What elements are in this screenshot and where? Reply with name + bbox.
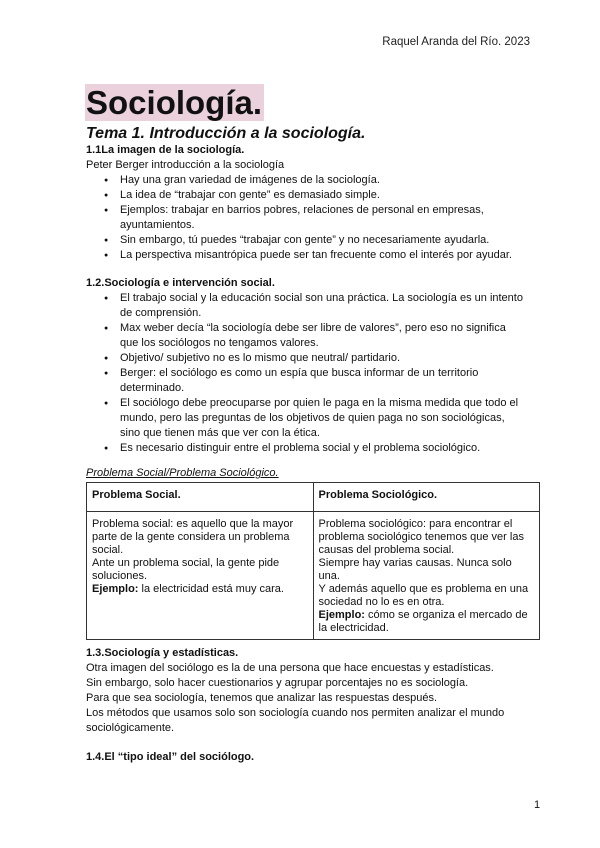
cell-line: Problema sociológico: para encontrar el problema sociológico tenemos que ver las causas del problema social. <box>318 518 524 556</box>
paragraph-line: Los métodos que usamos solo son sociología cuando nos permiten analizar el mundo sociológicamente. <box>86 707 505 734</box>
example-text: la electricidad está muy cara. <box>138 583 284 595</box>
cell-line: Problema social: es aquello que la mayor parte de la gente considera un problema social. <box>92 518 294 556</box>
paragraph-line: Sin embargo, solo hacer cuestionarios y agrupar porcentajes no es sociología. <box>86 677 469 689</box>
cell-line: Siempre hay varias causas. Nunca solo una. <box>318 557 512 582</box>
page-number: 1 <box>534 799 541 811</box>
table-caption: Problema Social/Problema Sociológico. <box>86 467 279 479</box>
table-cell-sociological <box>313 512 540 640</box>
section-heading: 1.4.El “tipo ideal” del sociólogo. <box>86 751 255 763</box>
list-item: ● Es necesario distinguir entre el problema social y el problema sociológico. <box>86 441 526 456</box>
section-1-4 <box>86 750 526 765</box>
bullet-list <box>86 291 526 456</box>
paragraph-line: Otra imagen del sociólogo es la de una persona que hace encuestas y estadísticas. <box>86 662 494 674</box>
cell-line: Ante un problema social, la gente pide soluciones. <box>92 557 280 582</box>
section-1-3 <box>86 646 536 736</box>
header-author-year: Raquel Aranda del Río. 2023 <box>382 36 530 48</box>
document-title: Sociología. <box>86 84 263 121</box>
table-cell-social <box>87 512 314 640</box>
example-text: cómo se organiza el mercado de la electricidad. <box>318 609 528 634</box>
section-heading: 1.2.Sociología e intervención social. <box>86 277 275 289</box>
table-row <box>87 512 540 640</box>
table-header-cell: Problema Social. <box>87 483 314 512</box>
document-subtitle: Tema 1. Introducción a la sociología. <box>86 125 366 142</box>
list-item: ● Ejemplos: trabajar en barrios pobres, relaciones de personal en empresas, ayuntamientos. <box>86 203 526 233</box>
bullet-list <box>86 173 526 263</box>
section-1-1 <box>86 143 526 263</box>
section-heading: 1.3.Sociología y estadísticas. <box>86 647 239 659</box>
cell-example <box>319 609 535 635</box>
table-header-cell: Problema Sociológico. <box>313 483 540 512</box>
comparison-table <box>86 482 540 640</box>
list-item: ● La idea de “trabajar con gente” es demasiado simple. <box>86 188 526 203</box>
list-item: ● Berger: el sociólogo es como un espía que busca informar de un territorio determinado. <box>86 366 526 396</box>
list-item: ● Max weber decía “la sociología debe ser libre de valores”, pero eso no significa que los sociólogos no tengamos valores. <box>86 321 526 351</box>
list-item: ● El trabajo social y la educación social son una práctica. La sociología es un intento de comprensión. <box>86 291 526 321</box>
table-header-row <box>87 483 540 512</box>
list-item: ● Sin embargo, tú puedes “trabajar con gente” y no necesariamente ayudarla. <box>86 233 526 248</box>
section-1-2 <box>86 276 526 456</box>
list-item: ● El sociólogo debe preocuparse por quien le paga en la misma medida que todo el mundo, pero las preguntas de los objetivos de quien paga no son sociológicas, sino que tienen más que ver con la ética. <box>86 396 526 441</box>
section-intro: Peter Berger introducción a la sociología <box>86 159 285 171</box>
example-label: Ejemplo: <box>92 583 139 595</box>
cell-example <box>92 583 308 596</box>
cell-line: Y además aquello que es problema en una sociedad no lo es en otra. <box>318 583 529 608</box>
list-item: ● Hay una gran variedad de imágenes de la sociología. <box>86 173 526 188</box>
list-item: ● Objetivo/ subjetivo no es lo mismo que neutral/ partidario. <box>86 351 526 366</box>
example-label: Ejemplo: <box>318 609 365 621</box>
paragraph-line: Para que sea sociología, tenemos que analizar las respuestas después. <box>86 692 437 704</box>
list-item: ● La perspectiva misantrópica puede ser tan frecuente como el interés por ayudar. <box>86 248 526 263</box>
section-heading: 1.1La imagen de la sociología. <box>86 144 245 156</box>
